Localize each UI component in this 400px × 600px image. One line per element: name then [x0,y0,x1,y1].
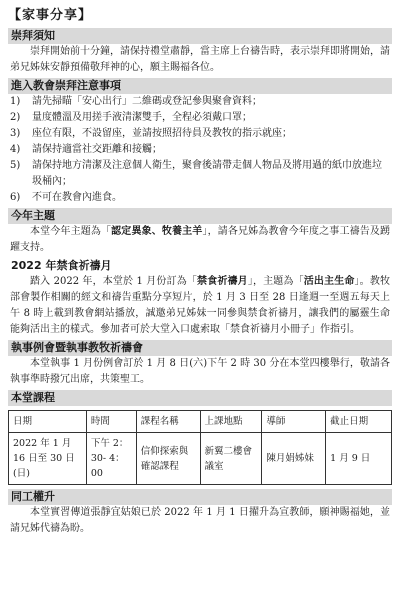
list-item: 4) 請保持適當社交距離和接觸； [10,144,162,155]
worship-notice-text: 崇拜開始前十分鐘，請保持禮堂肅靜，當主席上台禱告時，表示崇拜即將開始，請弟兄姊妹安靜預備敬拜神的心，願主賜福各位。 [10,46,390,73]
table-row [9,433,392,485]
list-item: 2) 量度體溫及用搓手液清潔雙手，全程必須戴口罩； [10,112,252,123]
table-cell: 新翼二樓會議室 [200,433,262,485]
deacon-meeting-section [8,340,392,388]
section-heading: 2022 年禁食祈禱月 [11,259,112,272]
column-header: 日期 [9,411,87,433]
table-cell: 2022 年 1 月 16 日至 30 日 (日) [9,433,87,485]
section-heading: 執事例會暨執事教牧祈禱會 [8,340,392,356]
rules-list [8,94,392,206]
theme-text: 本堂今年主題為「認定異象、牧養主羊」，請各兄姊為教會今年度之事工禱告及踴躍支持。 [10,226,391,253]
section-heading: 進入教會崇拜注意事項 [8,78,392,94]
table-cell: 下午 2：30- 4：00 [86,433,136,485]
worship-notice-section [8,28,392,76]
fast-month-section [8,258,392,338]
section-heading: 同工權升 [8,489,392,505]
news-page [8,6,392,537]
list-item: 1) 請先掃瞄「安心出行」二維碼或登記參與聚會資料； [10,96,262,107]
section-heading: 崇拜須知 [8,28,392,44]
church-rules-section [8,78,392,206]
table-header-row [9,411,392,433]
theme-name: 認定異象、牧養主羊 [111,226,203,237]
column-header: 導師 [262,411,326,433]
list-item: 6) 不可在教會內進食。 [10,192,122,203]
section-heading: 本堂課程 [8,390,392,406]
courses-section [8,390,392,485]
column-header: 時間 [86,411,136,433]
table-cell: 信仰探索與確認課程 [136,433,200,485]
deacon-meeting-text: 本堂執事 1 月份例會訂於 1 月 8 日(六)下午 2 時 30 分在本堂四樓舉行，敬請各執事準時撥冗出席，共策聖工。 [10,358,390,385]
list-item: 5) 請保持地方清潔及注意個人衛生，聚會後請帶走個人物品及將用過的紙巾放進垃圾桶內； [10,160,382,187]
course-table [8,410,392,485]
column-header: 課程名稱 [136,411,200,433]
list-item: 3) 座位有限，不設留座，並請按照招待員及教牧的指示就座； [10,128,292,139]
column-header: 上課地點 [200,411,262,433]
column-header: 截止日期 [326,411,392,433]
staff-promotion-text: 本堂實習傳道張靜宜姑娘已於 2022 年 1 月 1 日擢升為宣教師，願神賜福她，並請兄姊代禱為盼。 [10,507,390,534]
table-cell: 陳月娟姊妹 [262,433,326,485]
fast-month-text: 踏入 2022 年，本堂於 1 月份訂為「禁食祈禱月」，主題為「活出主生命」。教牧部會製作相關的經文和禱告重點分享短片，於 1 月 3 日至 28 日逢週一至週五每天上午 8 時上載到教會網站播放，誠邀弟兄姊妹一同參與禁食祈禱月，讓我們的屬靈生命能夠活出主的樣式。參加者可於大堂入口處索取「禁食祈禱月小冊子」作指引。 [10,276,390,335]
theme-section [8,208,392,256]
page-title: 【家事分享】 [8,8,93,23]
table-cell: 1 月 9 日 [326,433,392,485]
section-heading: 今年主題 [8,208,392,224]
staff-promotion-section [8,489,392,537]
